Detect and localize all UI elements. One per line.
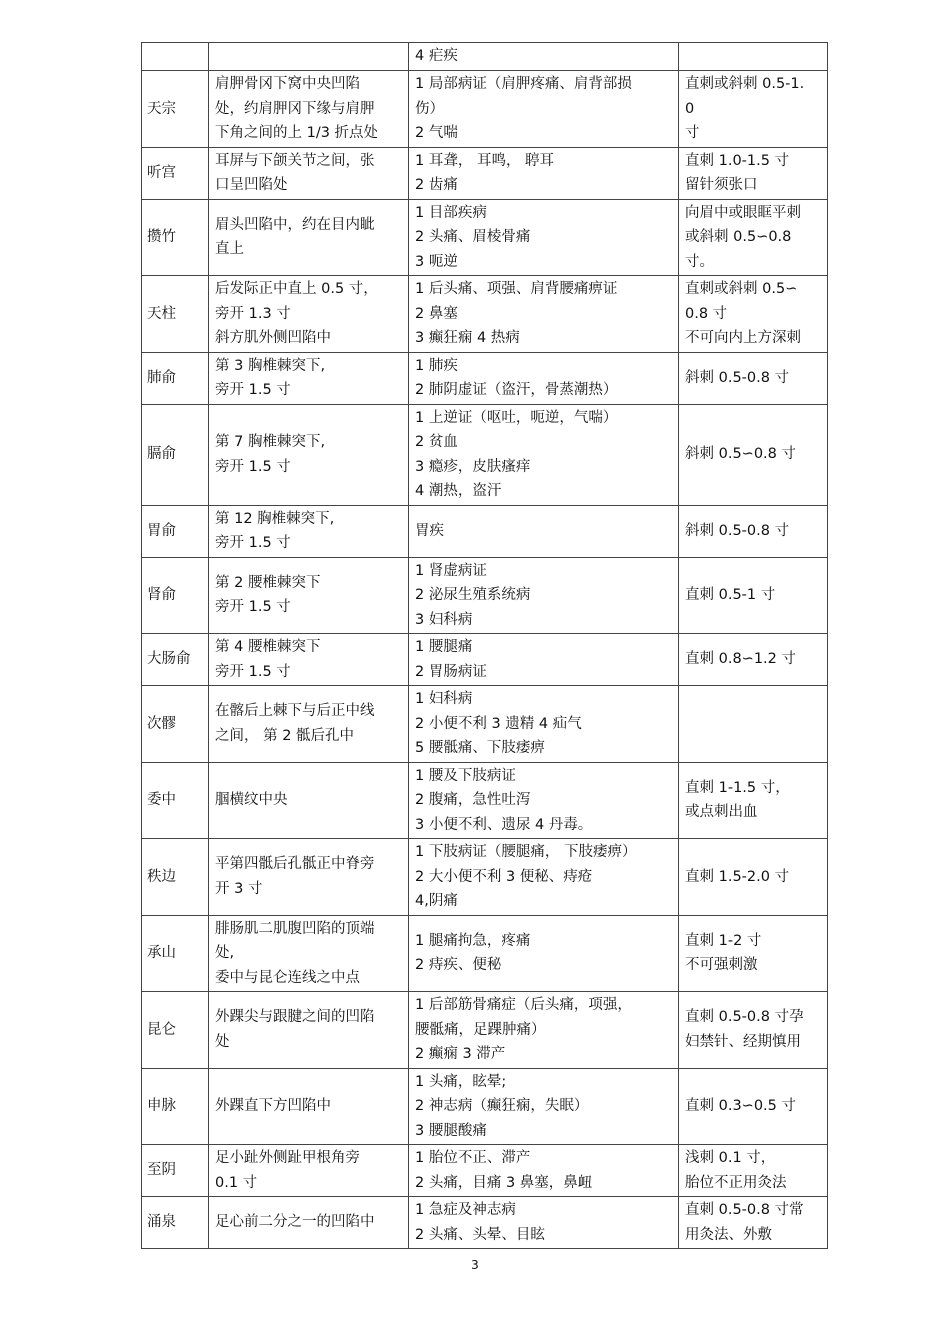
- method-cell: [679, 915, 828, 992]
- table-row: [142, 1197, 828, 1249]
- acupoint-name: 委中: [147, 792, 176, 808]
- cell-line: 1 胎位不正、滞产: [415, 1150, 531, 1166]
- method-cell: [679, 147, 828, 199]
- cell-line: 处,: [215, 945, 235, 961]
- cell-line: 旁开 1.3 寸: [215, 305, 291, 322]
- location-cell: [209, 762, 409, 839]
- acupoint-name: 膈俞: [147, 446, 176, 463]
- cell-line: 或斜刺 0.5∽0.8: [685, 229, 792, 245]
- indications-cell: [409, 557, 679, 634]
- cell-line: 开 3 寸: [215, 880, 263, 897]
- table-row: [142, 992, 828, 1069]
- location-cell: [209, 557, 409, 634]
- location-cell: [209, 352, 409, 404]
- table-row: [142, 557, 828, 634]
- method-cell: [679, 505, 828, 557]
- cell-line: 1 后部筋骨痛症（后头痛，项强，: [415, 997, 632, 1013]
- cell-line: 腓肠肌二肌腹凹陷的顶端: [215, 920, 375, 937]
- method-cell: [679, 992, 828, 1069]
- cell-line: 2 腹痛，急性吐泻: [415, 792, 531, 808]
- cell-line: 2 痔疾、便秘: [415, 957, 502, 974]
- cell-line: 在髂后上棘下与后正中线: [215, 703, 375, 720]
- table-row: [142, 276, 828, 353]
- acupoint-name-cell: [142, 839, 209, 916]
- table-row: [142, 839, 828, 916]
- cell-line: 2 大小便不利 3 便秘、痔疮: [415, 868, 593, 885]
- acupoint-name: 听宫: [147, 164, 176, 181]
- cell-line: 1 下肢病证（腰腿痛， 下肢痿痹）: [415, 844, 637, 860]
- table-row: [142, 147, 828, 199]
- cell-line: 第 3 胸椎棘突下,: [215, 357, 326, 374]
- page-number: 3: [471, 1258, 479, 1272]
- cell-line: 或点刺出血: [685, 804, 758, 821]
- acupoint-name: 秩边: [147, 868, 176, 885]
- cell-line: 直上: [215, 241, 244, 258]
- acupoint-name: 攒竹: [147, 229, 176, 245]
- cell-line: 4 疟疾: [415, 48, 458, 65]
- indications-cell: [409, 1197, 679, 1249]
- cell-line: 2 头痛、眉棱骨痛: [415, 229, 531, 245]
- cell-line: 2 泌尿生殖系统病: [415, 587, 531, 603]
- acupoint-name-cell: [142, 992, 209, 1069]
- location-cell: [209, 199, 409, 276]
- cell-line: 腰骶痛，足踝肿痛）: [415, 1021, 546, 1038]
- cell-line: 斜刺 0.5-0.8 寸: [685, 522, 790, 539]
- acupoint-name-cell: [142, 1068, 209, 1145]
- location-cell: [209, 1145, 409, 1197]
- acupoint-name-cell: [142, 147, 209, 199]
- cell-line: 下角之间的上 1/3 折点处: [215, 125, 379, 141]
- table-row: [142, 762, 828, 839]
- acupoint-name: 承山: [147, 945, 176, 961]
- cell-line: 1 耳聋， 耳鸣， 聤耳: [415, 152, 555, 169]
- cell-line: 直刺或斜刺 0.5-1.: [685, 76, 805, 92]
- cell-line: 1 肺疾: [415, 357, 458, 374]
- cell-line: 斜刺 0.5∽0.8 寸: [685, 446, 796, 463]
- acupoint-table-container: [141, 42, 827, 1249]
- location-cell: [209, 1197, 409, 1249]
- indications-cell: [409, 1068, 679, 1145]
- cell-line: 寸: [685, 125, 700, 141]
- cell-line: 直刺 0.8∽1.2 寸: [685, 651, 796, 668]
- method-cell: [679, 71, 828, 148]
- location-cell: [209, 634, 409, 686]
- cell-line: 留针须张口: [685, 177, 758, 193]
- table-row: [142, 43, 828, 71]
- indications-cell: [409, 634, 679, 686]
- cell-line: 外踝直下方凹陷中: [215, 1098, 331, 1114]
- location-cell: [209, 404, 409, 505]
- location-cell: [209, 505, 409, 557]
- cell-line: 2 贫血: [415, 434, 458, 450]
- cell-line: 2 癫痫 3 滞产: [415, 1046, 506, 1062]
- table-row: [142, 71, 828, 148]
- cell-line: 第 12 胸椎棘突下,: [215, 510, 335, 527]
- acupoint-name: 胃俞: [147, 522, 176, 539]
- cell-line: 胃疾: [415, 522, 444, 539]
- cell-line: 处，约肩胛冈下缘与肩胛: [215, 100, 375, 117]
- method-cell: [679, 199, 828, 276]
- cell-line: 3 癫狂痫 4 热病: [415, 330, 520, 346]
- location-cell: [209, 1068, 409, 1145]
- acupoint-name-cell: [142, 276, 209, 353]
- indications-cell: [409, 915, 679, 992]
- cell-line: 1 肾虚病证: [415, 562, 487, 579]
- cell-line: 耳屏与下颌关节之间，张: [215, 152, 375, 169]
- method-cell: [679, 762, 828, 839]
- cell-line: 第 2 腰椎棘突下: [215, 574, 321, 591]
- cell-line: 外踝尖与跟腱之间的凹陷: [215, 1009, 375, 1026]
- cell-line: 4 潮热，盗汗: [415, 483, 502, 499]
- cell-line: 1 腰腿痛: [415, 639, 473, 655]
- cell-line: 斜刺 0.5-0.8 寸: [685, 369, 790, 386]
- table-row: [142, 1068, 828, 1145]
- cell-line: 妇禁针、经期慎用: [685, 1033, 801, 1050]
- cell-line: 2 鼻塞: [415, 305, 458, 322]
- cell-line: 第 7 胸椎棘突下,: [215, 434, 326, 450]
- cell-line: 2 肺阴虚证（盗汗，骨蒸潮热）: [415, 382, 618, 398]
- cell-line: 直刺 1-2 寸: [685, 932, 762, 949]
- cell-line: 1 局部病证（肩胛疼痛、肩背部损: [415, 76, 632, 92]
- acupoint-name-cell: [142, 1145, 209, 1197]
- cell-line: 1 急症及神志病: [415, 1202, 516, 1218]
- acupoint-name-cell: [142, 505, 209, 557]
- cell-line: 平第四骶后孔骶正中脊旁: [215, 856, 375, 873]
- cell-line: 2 齿痛: [415, 177, 458, 193]
- cell-line: 伤）: [415, 100, 444, 117]
- indications-cell: [409, 839, 679, 916]
- method-cell: [679, 1145, 828, 1197]
- acupoint-name-cell: [142, 43, 209, 71]
- acupoint-name: 至阴: [147, 1162, 176, 1179]
- cell-line: 3 腰腿酸痛: [415, 1122, 487, 1139]
- table-row: [142, 404, 828, 505]
- cell-line: 口呈凹陷处: [215, 177, 288, 193]
- acupoint-name-cell: [142, 686, 209, 763]
- cell-line: 足小趾外侧趾甲根角旁: [215, 1150, 360, 1166]
- cell-line: 肩胛骨冈下窝中央凹陷: [215, 76, 360, 92]
- location-cell: [209, 147, 409, 199]
- acupoint-name-cell: [142, 352, 209, 404]
- cell-line: 寸。: [685, 253, 714, 270]
- cell-line: 后发际正中直上 0.5 寸，: [215, 281, 378, 297]
- cell-line: 委中与昆仑连线之中点: [215, 969, 360, 986]
- acupoint-name-cell: [142, 199, 209, 276]
- acupoint-name-cell: [142, 404, 209, 505]
- indications-cell: [409, 147, 679, 199]
- acupoint-table-body: [142, 43, 828, 1249]
- method-cell: [679, 686, 828, 763]
- cell-line: 0.8 寸: [685, 305, 728, 322]
- location-cell: [209, 43, 409, 71]
- acupoint-name: 天宗: [147, 100, 176, 117]
- cell-line: 直刺 1-1.5 寸，: [685, 779, 790, 796]
- cell-line: 腘横纹中央: [215, 792, 288, 808]
- cell-line: 2 头痛，目痛 3 鼻塞，鼻衄: [415, 1174, 593, 1191]
- acupoint-name: 肺俞: [147, 369, 176, 386]
- location-cell: [209, 915, 409, 992]
- table-row: [142, 686, 828, 763]
- acupoint-name: 涌泉: [147, 1214, 176, 1231]
- cell-line: 旁开 1.5 寸: [215, 458, 291, 475]
- cell-line: 1 腿痛拘急，疼痛: [415, 932, 531, 949]
- cell-line: 向眉中或眼眶平刺: [685, 204, 801, 221]
- cell-line: 旁开 1.5 寸: [215, 535, 291, 551]
- acupoint-name-cell: [142, 557, 209, 634]
- method-cell: [679, 404, 828, 505]
- cell-line: 1 目部疾病: [415, 204, 487, 221]
- method-cell: [679, 557, 828, 634]
- location-cell: [209, 276, 409, 353]
- indications-cell: [409, 43, 679, 71]
- acupoint-name: 肾俞: [147, 587, 176, 603]
- acupoint-name: 大肠俞: [147, 651, 191, 668]
- method-cell: [679, 839, 828, 916]
- acupoint-name-cell: [142, 762, 209, 839]
- cell-line: 1 头痛，眩晕;: [415, 1073, 507, 1090]
- cell-line: 用灸法、外敷: [685, 1226, 772, 1243]
- cell-line: 处: [215, 1033, 230, 1050]
- indications-cell: [409, 992, 679, 1069]
- table-row: [142, 505, 828, 557]
- cell-line: 1 后头痛、项强、肩背腰痛痹证: [415, 281, 618, 297]
- cell-line: 直刺 1.5-2.0 寸: [685, 868, 790, 885]
- table-row: [142, 352, 828, 404]
- indications-cell: [409, 505, 679, 557]
- cell-line: 直刺或斜刺 0.5∽: [685, 281, 798, 297]
- cell-line: 旁开 1.5 寸: [215, 599, 291, 616]
- acupoint-name: 申脉: [147, 1098, 176, 1114]
- cell-line: 不可强刺激: [685, 957, 758, 974]
- cell-line: 足心前二分之一的凹陷中: [215, 1214, 375, 1231]
- acupoint-name-cell: [142, 71, 209, 148]
- location-cell: [209, 992, 409, 1069]
- cell-line: 2 头痛、头晕、目眩: [415, 1226, 545, 1243]
- acupoint-name-cell: [142, 634, 209, 686]
- acupoint-name: 天柱: [147, 305, 176, 322]
- cell-line: 0: [685, 100, 695, 117]
- indications-cell: [409, 762, 679, 839]
- method-cell: [679, 43, 828, 71]
- cell-line: 3 妇科病: [415, 611, 473, 628]
- cell-line: 第 4 腰椎棘突下: [215, 639, 321, 655]
- cell-line: 直刺 1.0-1.5 寸: [685, 152, 790, 169]
- cell-line: 3 瘾疹，皮肤瘙痒: [415, 458, 531, 475]
- indications-cell: [409, 276, 679, 353]
- cell-line: 斜方肌外侧凹陷中: [215, 330, 331, 346]
- location-cell: [209, 839, 409, 916]
- method-cell: [679, 276, 828, 353]
- indications-cell: [409, 1145, 679, 1197]
- cell-line: 直刺 0.3∽0.5 寸: [685, 1098, 796, 1114]
- acupoint-name-cell: [142, 915, 209, 992]
- table-row: [142, 915, 828, 992]
- cell-line: 3 呃逆: [415, 253, 458, 270]
- cell-line: 1 腰及下肢病证: [415, 767, 516, 784]
- location-cell: [209, 71, 409, 148]
- cell-line: 眉头凹陷中，约在目内眦: [215, 216, 375, 233]
- cell-line: 2 小便不利 3 遗精 4 疝气: [415, 715, 582, 732]
- indications-cell: [409, 404, 679, 505]
- cell-line: 2 胃肠病证: [415, 663, 487, 680]
- cell-line: 2 神志病（癫狂痫，失眠）: [415, 1098, 589, 1114]
- cell-line: 旁开 1.5 寸: [215, 382, 291, 398]
- cell-line: 胎位不正用灸法: [685, 1174, 787, 1191]
- acupoint-table: [141, 42, 828, 1249]
- cell-line: 旁开 1.5 寸: [215, 663, 291, 680]
- method-cell: [679, 634, 828, 686]
- method-cell: [679, 1197, 828, 1249]
- table-row: [142, 634, 828, 686]
- cell-line: 0.1 寸: [215, 1174, 258, 1191]
- cell-line: 之间， 第 2 骶后孔中: [215, 727, 355, 744]
- acupoint-name-cell: [142, 1197, 209, 1249]
- cell-line: 直刺 0.5-0.8 寸孕: [685, 1009, 804, 1026]
- method-cell: [679, 1068, 828, 1145]
- cell-line: 不可向内上方深刺: [685, 330, 801, 346]
- cell-line: 3 小便不利、遗尿 4 丹毒。: [415, 816, 593, 833]
- cell-line: 直刺 0.5-0.8 寸常: [685, 1202, 804, 1218]
- indications-cell: [409, 686, 679, 763]
- acupoint-name: 昆仑: [147, 1021, 176, 1038]
- table-row: [142, 1145, 828, 1197]
- cell-line: 1 妇科病: [415, 691, 473, 707]
- cell-line: 5 腰骶痛、下肢痿痹: [415, 740, 545, 756]
- acupoint-name: 次髎: [147, 715, 176, 732]
- table-row: [142, 199, 828, 276]
- cell-line: 2 气喘: [415, 125, 458, 141]
- indications-cell: [409, 352, 679, 404]
- indications-cell: [409, 71, 679, 148]
- cell-line: 4,阴痛: [415, 893, 458, 909]
- indications-cell: [409, 199, 679, 276]
- location-cell: [209, 686, 409, 763]
- cell-line: 浅刺 0.1 寸，: [685, 1150, 776, 1166]
- method-cell: [679, 352, 828, 404]
- cell-line: 直刺 0.5-1 寸: [685, 587, 776, 603]
- cell-line: 1 上逆证（呕吐，呃逆，气喘）: [415, 409, 618, 426]
